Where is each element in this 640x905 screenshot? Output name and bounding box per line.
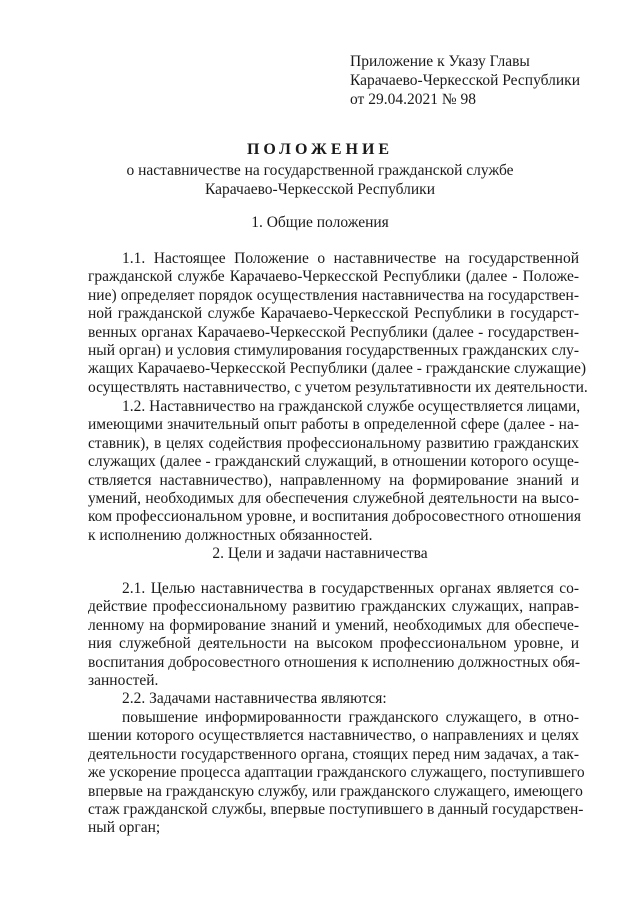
text-line: ленному на формирование знаний и умений, необходимых для обеспече- <box>88 616 579 634</box>
attachment-note <box>350 52 580 109</box>
paragraph-2-2-item <box>88 709 585 838</box>
text-line: ком профессиональном уровне, и воспитания добросовестного отношения <box>88 508 581 526</box>
text-line: ствляется наставничество), направленному на формирование знаний и <box>88 471 579 489</box>
text-line: 1.1. Настоящее Положение о наставничестве на государственной <box>122 250 579 267</box>
subtitle-line: о наставничестве на государственной гражданской службе <box>126 162 514 179</box>
section-heading: 2. Цели и задачи наставничества <box>212 545 428 562</box>
text-line: ный орган; <box>88 819 161 837</box>
text-line: впервые на гражданскую службу, или гражданского служащего, имеющего <box>88 782 583 800</box>
text-line: действие профессиональному развитию гражданских служащих, направ- <box>88 598 579 616</box>
paragraph-2-1 <box>88 580 579 690</box>
text-line: стаж гражданской службы, впервые поступившего в данный государствен- <box>88 801 584 819</box>
text-line: 1.2. Наставничество на гражданской службе осуществляется лицами, <box>122 398 581 415</box>
text-line: повышение информированности гражданского служащего, в отно- <box>122 709 579 726</box>
text-line: воспитания добросовестного отношения к исполнению должностных обя- <box>88 653 581 671</box>
document-title: ПОЛОЖЕНИЕ <box>246 141 394 158</box>
text-line: жащих Карачаево-Черкесской Республики (далее - гражданские служащие) <box>88 360 587 378</box>
text-line: служащих (далее - гражданский служащий, в отношении которого осуще- <box>88 453 579 471</box>
text-line: венных органах Карачаево-Черкесской Республики (далее - государствен- <box>88 323 579 341</box>
text-line: ный орган) и условия стимулирования государственных гражданских слу- <box>88 342 579 360</box>
section-heading: 1. Общие положения <box>251 214 389 231</box>
text-line: 2.2. Задачами наставничества являются: <box>122 690 387 707</box>
text-line: имеющими значительный опыт работы в определенной сфере (далее - на- <box>88 416 579 434</box>
document-subtitle <box>0 159 640 199</box>
attachment-line: Карачаево-Черкесской Республики <box>350 72 580 89</box>
paragraph-1-1 <box>88 250 588 397</box>
subtitle-line: Карачаево-Черкесской Республики <box>205 181 435 198</box>
text-line: занностей. <box>88 672 159 690</box>
text-line: к исполнению должностных обязанностей. <box>88 526 373 544</box>
text-line: ной гражданской службе Карачаево-Черкесской Республики в государст- <box>88 305 579 323</box>
attachment-line: Приложение к Указу Главы <box>350 53 530 70</box>
text-line: ние) определяет порядок осуществления наставничества на государствен- <box>88 286 579 304</box>
text-line: 2.1. Целью наставничества в государственных органах является со- <box>122 580 579 597</box>
paragraph-2-2 <box>88 690 579 708</box>
text-line: деятельности государственного органа, стоящих перед ним задачах, а так- <box>88 745 579 763</box>
text-line: ния служебной деятельности на высоком профессиональном уровне, и <box>88 635 579 653</box>
text-line: же ускорение процесса адаптации гражданского служащего, поступившего <box>88 764 585 782</box>
text-line: умений, необходимых для обеспечения служебной деятельности на высо- <box>88 490 579 508</box>
paragraph-1-2 <box>88 398 579 545</box>
text-line: гражданской службе Карачаево-Черкесской Республики (далее - Положе- <box>88 268 579 286</box>
text-line: осуществлять наставничество, с учетом результативности их деятельности. <box>88 378 588 396</box>
attachment-line: от 29.04.2021 № 98 <box>350 91 476 108</box>
text-line: ставник), в целях содействия профессиональному развитию гражданских <box>88 434 579 452</box>
text-line: шении которого осуществляется наставничество, о направлениях и целях <box>88 727 579 745</box>
